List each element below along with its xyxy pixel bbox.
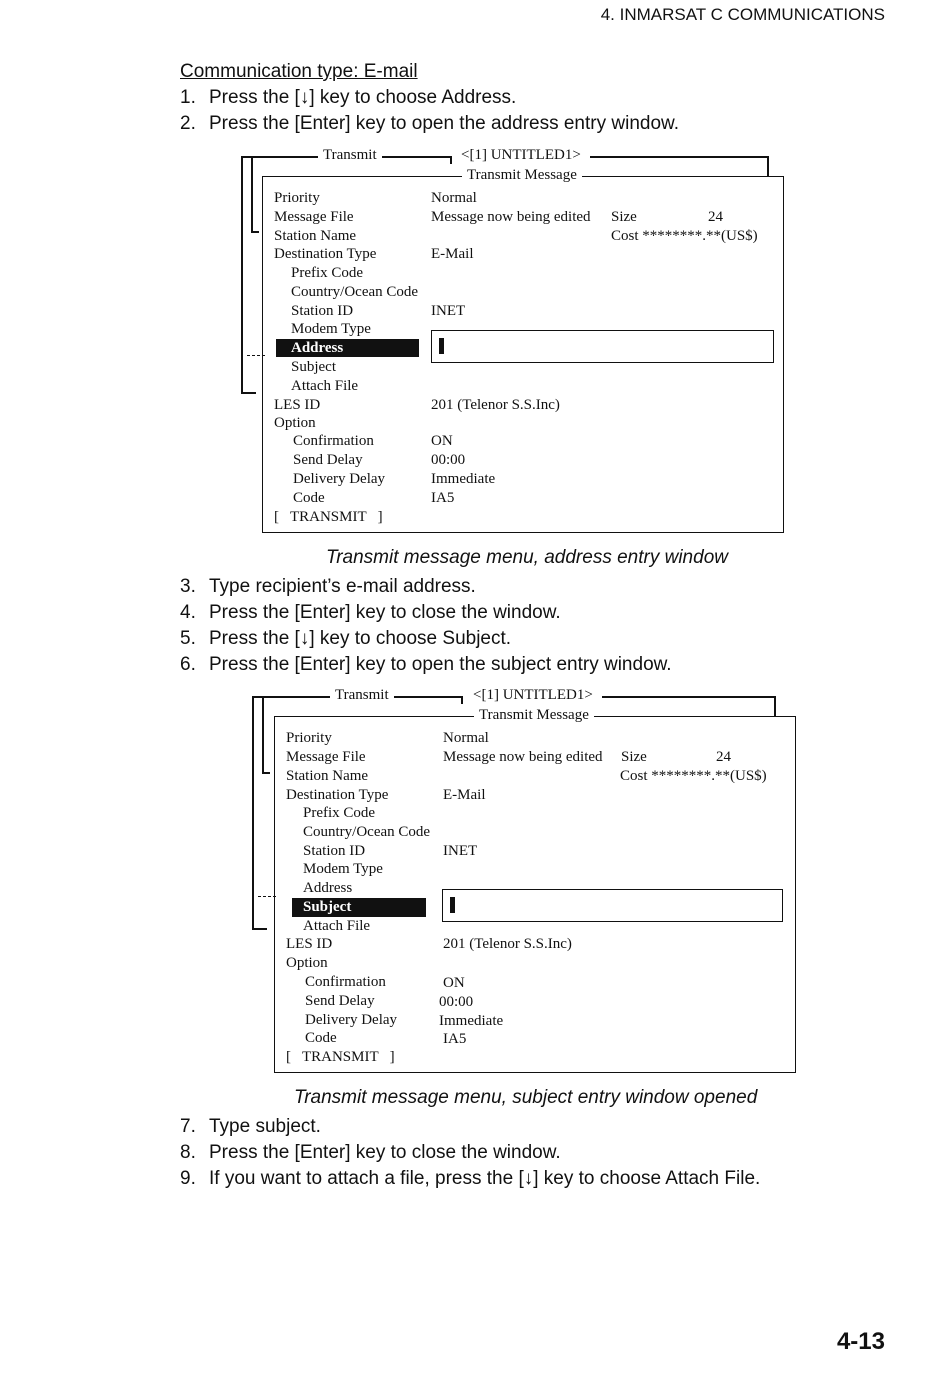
message-file-label: Message File — [274, 209, 354, 225]
step-6: 6. Press the [Enter] key to open the subject entry window. — [180, 654, 672, 675]
step-4: 4. Press the [Enter] key to close the window. — [180, 602, 561, 623]
priority-label: Priority — [274, 190, 320, 206]
tab-untitled: <[1] UNTITLED1> — [456, 147, 586, 164]
station-id-value: INET — [443, 843, 478, 859]
size-label: Size — [611, 209, 637, 225]
step-8: 8. Press the [Enter] key to close the window. — [180, 1142, 561, 1163]
size-value: 24 — [716, 749, 731, 765]
code-label: Code — [293, 490, 325, 506]
confirmation-label: Confirmation — [305, 974, 386, 990]
address-label[interactable]: Address — [291, 340, 344, 356]
option-label: Option — [274, 415, 316, 431]
step-5: 5. Press the [↓] key to choose Subject. — [180, 628, 512, 649]
send-delay-value: 00:00 — [439, 994, 474, 1010]
country-ocean-code-label: Country/Ocean Code — [303, 824, 431, 840]
figure-2-caption: Transmit message menu, subject entry window opened — [294, 1087, 758, 1108]
attach-file-label: Attach File — [291, 378, 359, 394]
send-delay-value: 00:00 — [431, 452, 466, 468]
priority-value: Normal — [443, 730, 489, 746]
transmit-button[interactable]: [ TRANSMIT ] — [286, 1049, 395, 1065]
station-name-label: Station Name — [286, 768, 369, 784]
message-file-label: Message File — [286, 749, 366, 765]
confirmation-label: Confirmation — [293, 433, 374, 449]
code-label: Code — [305, 1030, 337, 1046]
attach-file-label: Attach File — [303, 918, 371, 934]
communication-type-heading: Communication type: E-mail — [180, 61, 418, 82]
send-delay-label: Send Delay — [293, 452, 363, 468]
transmit-button[interactable]: [ TRANSMIT ] — [274, 509, 383, 525]
tab-transmit: Transmit — [330, 687, 394, 704]
delivery-delay-label: Delivery Delay — [293, 471, 386, 487]
station-id-label: Station ID — [303, 843, 366, 859]
prefix-code-label: Prefix Code — [303, 805, 376, 821]
subject-label[interactable]: Subject — [303, 899, 352, 915]
text-cursor — [450, 897, 455, 913]
prefix-code-label: Prefix Code — [291, 265, 364, 281]
figure-1-caption: Transmit message menu, address entry window — [326, 547, 728, 568]
destination-type-value: E-Mail — [443, 787, 486, 803]
subject-entry-field[interactable] — [442, 889, 783, 922]
destination-type-label: Destination Type — [274, 246, 377, 262]
message-file-value: Message now being edited — [431, 209, 591, 225]
station-id-label: Station ID — [291, 303, 354, 319]
address-label: Address — [303, 880, 353, 896]
delivery-delay-value: Immediate — [431, 471, 496, 487]
cost-value: Cost ********.**(US$) — [620, 768, 767, 784]
code-value: IA5 — [443, 1031, 467, 1047]
window-title: Transmit Message — [462, 167, 582, 184]
les-id-value: 201 (Telenor S.S.Inc) — [443, 936, 572, 952]
priority-value: Normal — [431, 190, 477, 206]
running-header: 4. INMARSAT C COMMUNICATIONS — [600, 5, 885, 24]
delivery-delay-label: Delivery Delay — [305, 1012, 398, 1028]
delivery-delay-value: Immediate — [439, 1013, 504, 1029]
destination-type-label: Destination Type — [286, 787, 389, 803]
station-name-label: Station Name — [274, 228, 357, 244]
step-2: 2. Press the [Enter] key to open the address entry window. — [180, 113, 679, 134]
subject-label: Subject — [291, 359, 336, 375]
step-9: 9. If you want to attach a file, press the [↓] key to choose Attach File. — [180, 1168, 761, 1189]
cost-value: Cost ********.**(US$) — [611, 228, 758, 244]
window-title: Transmit Message — [474, 707, 594, 724]
code-value: IA5 — [431, 490, 455, 506]
tab-transmit: Transmit — [318, 147, 382, 164]
destination-type-value: E-Mail — [431, 246, 474, 262]
dashed-connector — [258, 896, 276, 897]
tab-untitled: <[1] UNTITLED1> — [468, 687, 598, 704]
confirmation-value: ON — [443, 975, 465, 991]
station-id-value: INET — [431, 303, 466, 319]
size-value: 24 — [708, 209, 723, 225]
les-id-label: LES ID — [274, 397, 321, 413]
priority-label: Priority — [286, 730, 332, 746]
step-3: 3. Type recipient’s e-mail address. — [180, 576, 476, 597]
country-ocean-code-label: Country/Ocean Code — [291, 284, 419, 300]
modem-type-label: Modem Type — [291, 321, 371, 337]
step-1: 1. Press the [↓] key to choose Address. — [180, 87, 517, 108]
message-file-value: Message now being edited — [443, 749, 603, 765]
send-delay-label: Send Delay — [305, 993, 375, 1009]
confirmation-value: ON — [431, 433, 453, 449]
size-label: Size — [621, 749, 647, 765]
modem-type-label: Modem Type — [303, 861, 383, 877]
page-number: 4-13 — [836, 1328, 885, 1355]
les-id-label: LES ID — [286, 936, 333, 952]
step-7: 7. Type subject. — [180, 1116, 321, 1137]
option-label: Option — [286, 955, 328, 971]
les-id-value: 201 (Telenor S.S.Inc) — [431, 397, 560, 413]
